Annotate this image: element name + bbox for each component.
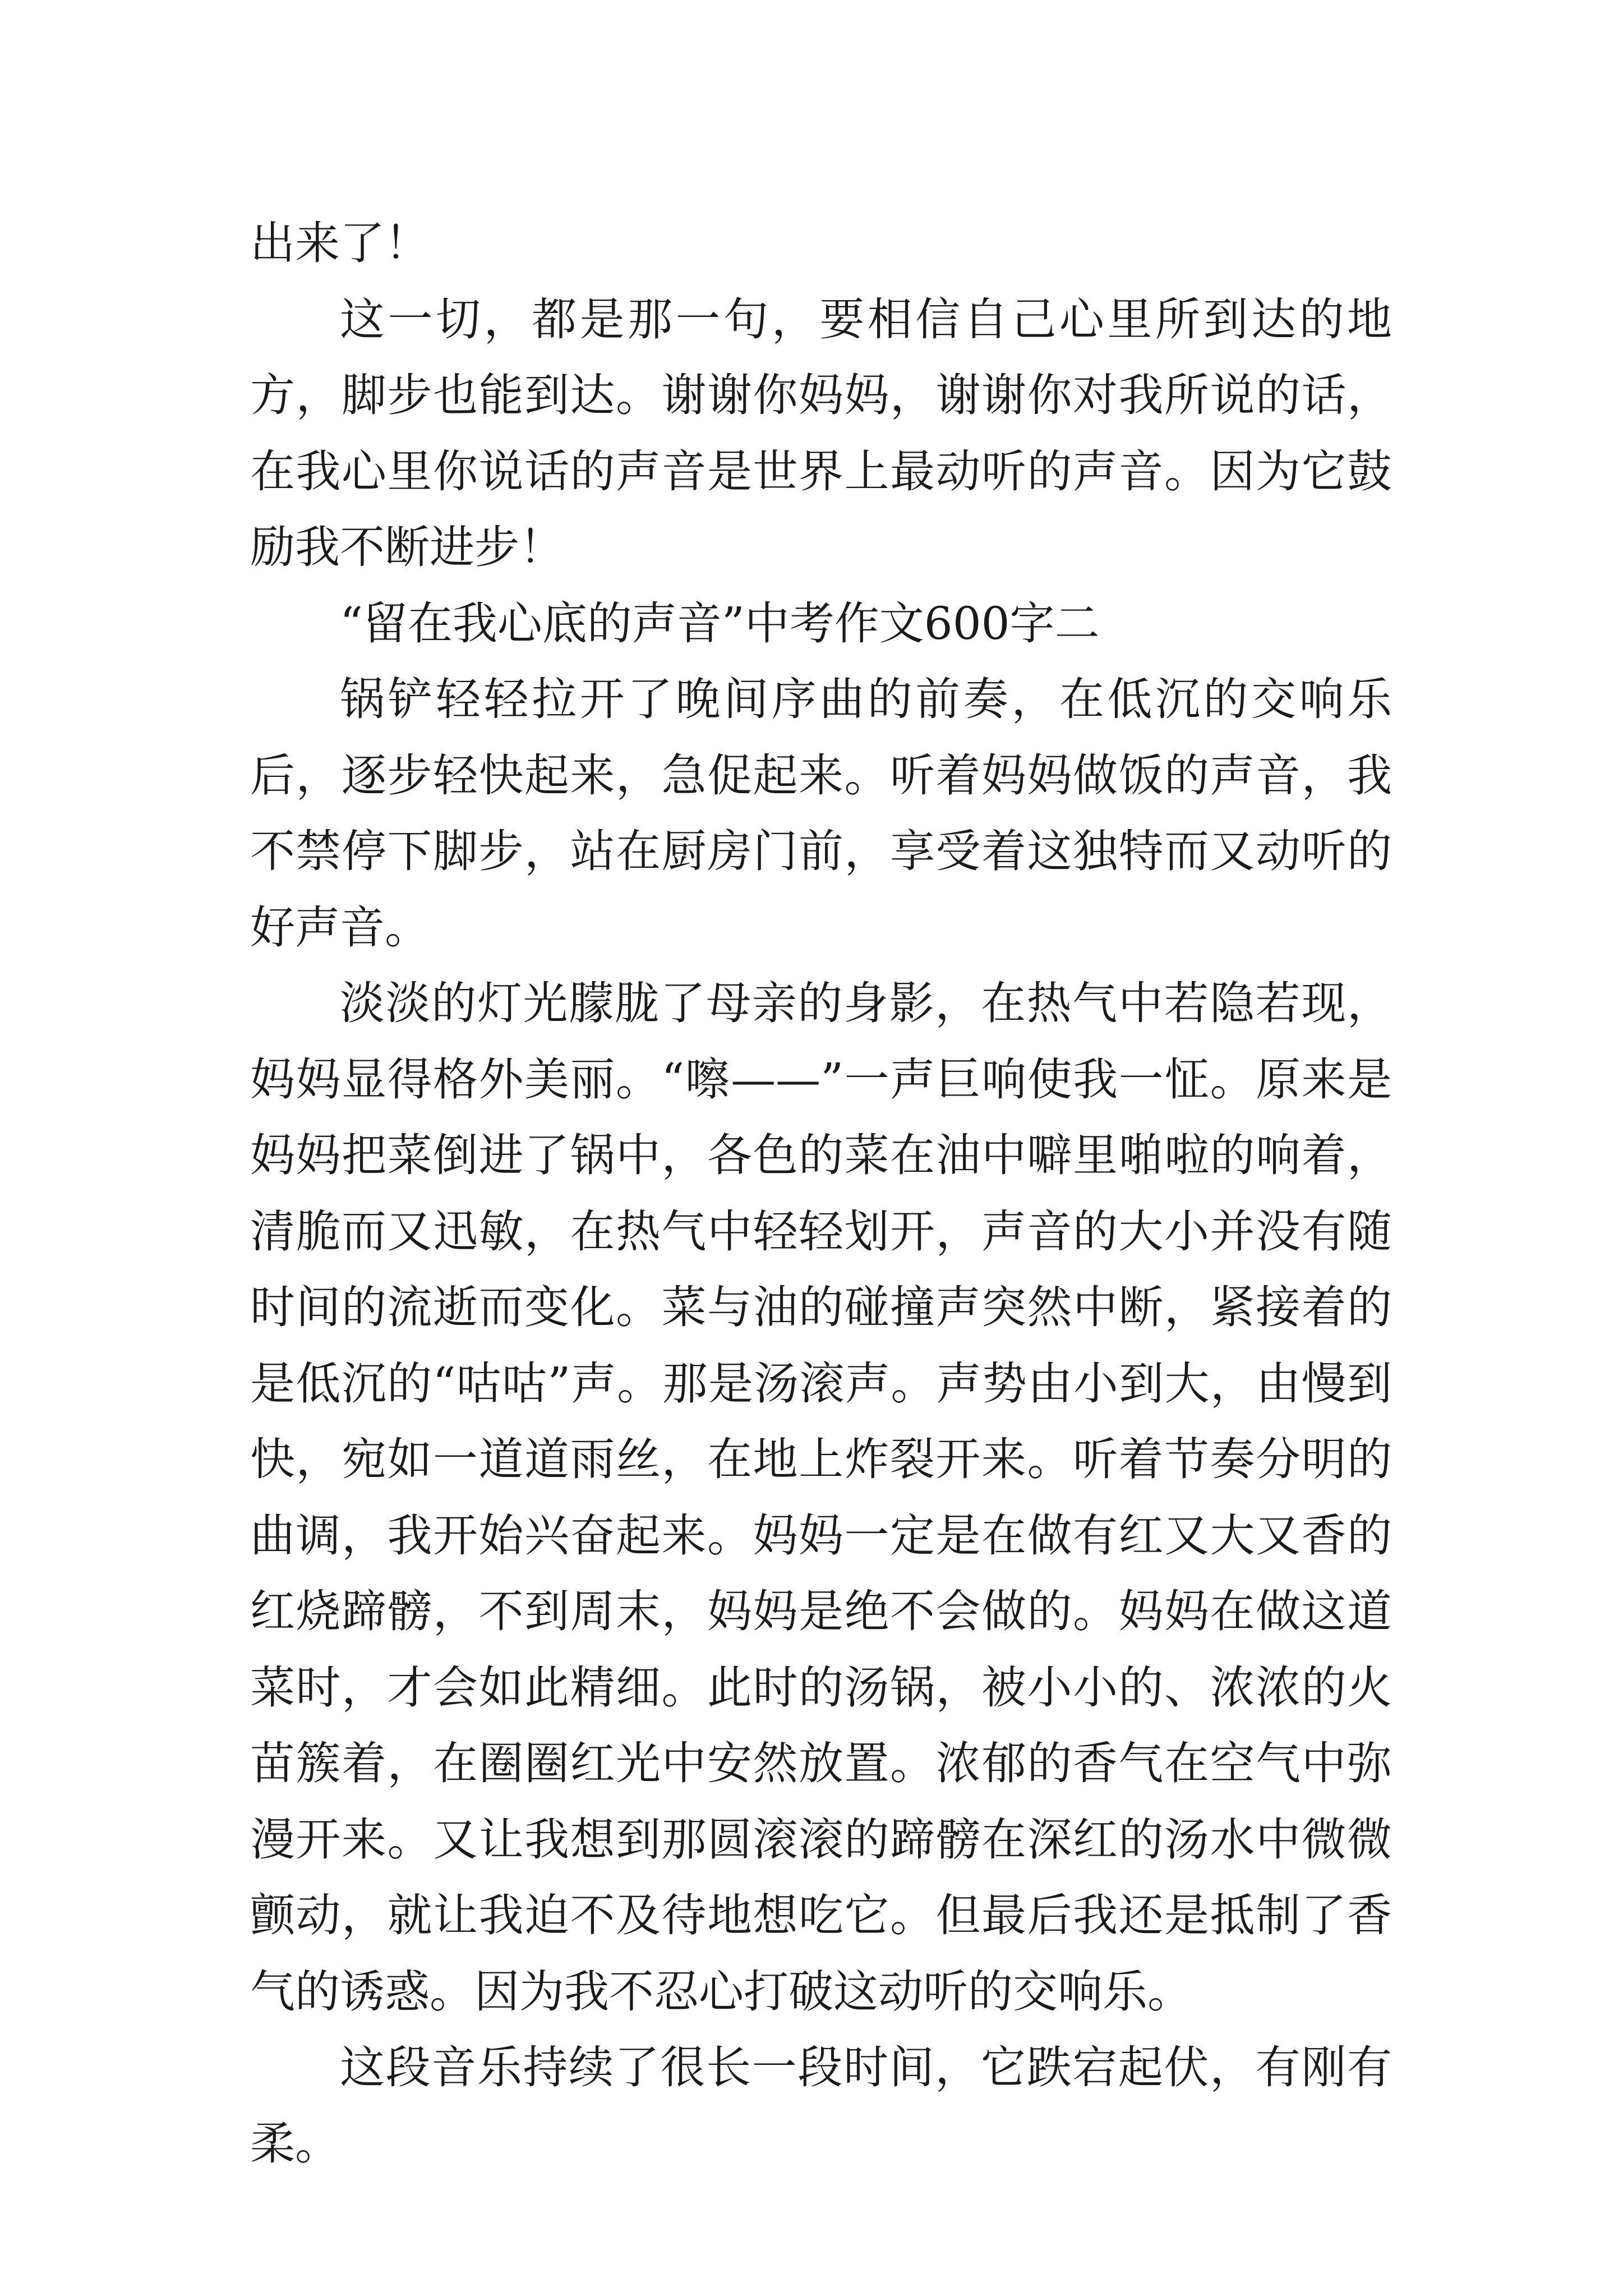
paragraph: 淡淡的灯光朦胧了母亲的身影，在热气中若隐若现，妈妈显得格外美丽。“嚓——”一声巨响使我一怔。原来是妈妈把菜倒进了锅中，各色的菜在油中噼里啪啦的响着，清脆而又迅敏，在热气中轻轻划开，声音的大小并没有随时间的流逝而变化。菜与油的碰撞声突然中断，紧接着的是低沉的“咕咕”声。那是汤滚声。声势由小到大，由慢到快，宛如一道道雨丝，在地上炸裂开来。听着节奏分明的曲调，我开始兴奋起来。妈妈一定是在做有红又大又香的红烧蹄髈，不到周末，妈妈是绝不会做的。妈妈在做这道菜时，才会如此精细。此时的汤锅，被小小的、浓浓的火苗簇着，在圈圈红光中安然放置。浓郁的香气在空气中弥漫开来。又让我想到那圆滚滚的蹄髈在深红的汤水中微微颤动，就让我迫不及待地想吃它。但最后我还是抵制了香气的诱惑。因为我不忍心打破这动听的交响乐。 — [250, 977, 1392, 2018]
paragraph-continuation: 出来了！ — [250, 217, 430, 269]
paragraph: 这段音乐持续了很长一段时间，它跌宕起伏，有刚有柔。 — [250, 2041, 1392, 2170]
section-heading: “留在我心底的声音”中考作文600字二 — [340, 597, 1100, 650]
paragraph: 锅铲轻轻拉开了晚间序曲的前奏，在低沉的交响乐后，逐步轻快起来，急促起来。听着妈妈做饭的声音，我不禁停下脚步，站在厨房门前，享受着这独特而又动听的好声音。 — [250, 673, 1392, 954]
paragraph: 这一切，都是那一句，要相信自己心里所到达的地方，脚步也能到达。谢谢你妈妈，谢谢你对我所说的话，在我心里你说话的声音是世界上最动听的声音。因为它鼓励我不断进步！ — [250, 293, 1392, 573]
body-text — [250, 205, 1392, 2182]
